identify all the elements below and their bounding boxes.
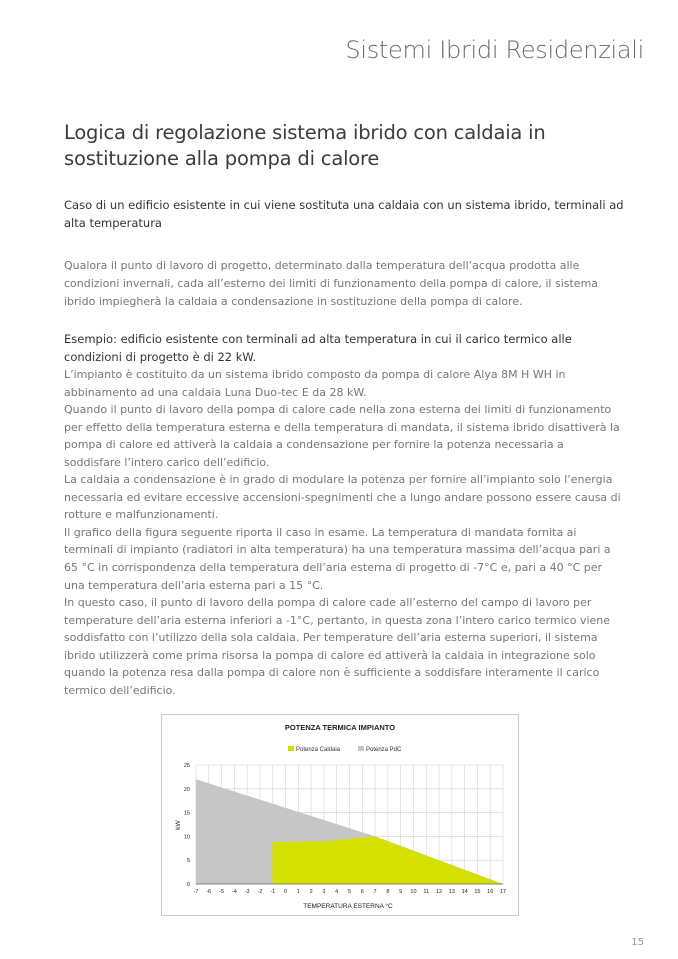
page-number: 15: [631, 937, 644, 948]
body-text: [64, 366, 624, 699]
x-tick-label: 3: [322, 889, 326, 895]
x-tick-label: 12: [435, 889, 443, 895]
page-title: Logica di regolazione sistema ibrido con caldaia in sostituzione alla pompa di calore: [64, 121, 546, 170]
paragraph-case: In questo caso, il punto di lavoro della pompa di calore cade all’esterno del campo di lavoro per temperature dell’aria esterna inferiori a -1°C, pertanto, in questa zona l’intero carico termico viene soddisfatto con l’utilizzo della sola caldaia. Per temperature dell’aria esterna superiori, il sistema ibrido utilizzerà come prima risorsa la pompa di calore ed attiverà la caldaia in integrazione solo quando la potenza resa dalla pompa di calore non è sufficiente a soddisfare interamente il carico termico dell’edificio.: [64, 596, 611, 697]
x-tick-label: 10: [410, 889, 417, 895]
chart-legend: [288, 746, 402, 753]
legend-swatch-pdc: [358, 746, 364, 751]
x-tick-label: 1: [296, 889, 300, 895]
x-tick-labels: [194, 889, 507, 895]
x-tick-label: 17: [499, 889, 507, 895]
x-tick-label: 2: [309, 889, 313, 895]
x-tick-label: -7: [193, 889, 199, 895]
y-axis-label: kW: [175, 820, 182, 830]
chart-container: [161, 714, 519, 916]
paragraph-modulation: La caldaia a condensazione è in grado di modulare la potenza per fornire all’impianto solo l’energia necessaria ed evitare eccessive accensioni-spegnimenti che a lungo andare possono essere causa di rotture e malfunzionamenti.: [64, 473, 621, 522]
section-subtitle: Caso di un edificio esistente in cui viene sostituta una caldaia con un sistema ibrido, terminali ad alta temperatura: [64, 198, 624, 230]
paragraph-chart-description: Il grafico della figura seguente riporta il caso in esame. La temperatura di mandata fornita ai terminali di impianto (radiatori in alta temperatura) ha una temperatura massima dell’acqua pari a 65 °C in corrispondenza della temperatura dell’aria esterna di progetto di -7°C e, pari a 40 °C per una temperatura dell’aria esterna pari a 15 °C.: [64, 525, 611, 592]
x-tick-label: 16: [487, 889, 494, 895]
y-tick-label: 15: [183, 810, 190, 817]
x-tick-label: -2: [257, 889, 263, 895]
y-tick-label: 20: [183, 786, 190, 793]
x-tick-label: 14: [461, 889, 468, 895]
x-tick-label: 13: [448, 889, 455, 895]
legend-label-pdc: Potenza PdC: [366, 747, 402, 753]
legend-label-caldaia: Potenza Caldaia: [296, 747, 341, 753]
x-tick-label: -3: [244, 889, 250, 895]
intro-paragraph: Qualora il punto di lavoro di progetto, determinato dalla temperatura dell’acqua prodotta alle condizioni invernali, cada all’esterno dei limiti di funzionamento della pompa di calore, il sistema ibrido impiegherà la caldaia a condensazione in sostituzione della pompa di calore.: [64, 259, 599, 308]
power-chart: [162, 715, 518, 915]
x-tick-label: -5: [219, 889, 225, 895]
example-heading: Esempio: edificio esistente con terminali ad alta temperatura in cui il carico termico alle condizioni di progetto è di 22 kW.: [64, 332, 572, 364]
x-tick-label: 9: [399, 889, 403, 895]
legend-swatch-caldaia: [288, 746, 294, 751]
x-tick-label: 15: [474, 889, 481, 895]
x-tick-label: -6: [206, 889, 212, 895]
paragraph-system: L’impianto è costituito da un sistema ibrido composto da pompa di calore Alya 8M H WH in abbinamento ad una caldaia Luna Duo-tec E da 28 kW.: [64, 368, 566, 399]
y-tick-label: 0: [186, 882, 190, 888]
paragraph-operating-point: Quando il punto di lavoro della pompa di calore cade nella zona esterna dei limiti di funzionamento per effetto della temperatura esterna e della temperatura di mandata, il sistema ibrido disattiverà la pompa di calore ed attiverà la caldaia a condensazione per fornire la potenza necessaria a soddisfare l’intero carico dell’edificio.: [64, 403, 620, 469]
x-tick-label: -4: [231, 889, 237, 895]
x-tick-label: 7: [373, 889, 377, 895]
running-header: Sistemi Ibridi Residenziali: [345, 36, 644, 64]
x-tick-label: 5: [347, 889, 352, 895]
x-tick-label: 8: [386, 889, 390, 895]
y-tick-label: 25: [183, 763, 190, 769]
x-tick-label: -1: [270, 889, 276, 895]
x-tick-label: 4: [335, 889, 339, 895]
y-tick-label: 10: [183, 834, 190, 841]
chart-title: POTENZA TERMICA IMPIANTO: [284, 723, 396, 732]
x-tick-label: 6: [360, 889, 364, 895]
x-axis-label: TEMPERATURA ESTERNA °C: [303, 903, 393, 910]
x-tick-label: 0: [284, 889, 288, 895]
x-tick-label: 11: [423, 889, 430, 895]
y-tick-label: 5: [186, 858, 190, 865]
y-tick-labels: [184, 763, 190, 888]
